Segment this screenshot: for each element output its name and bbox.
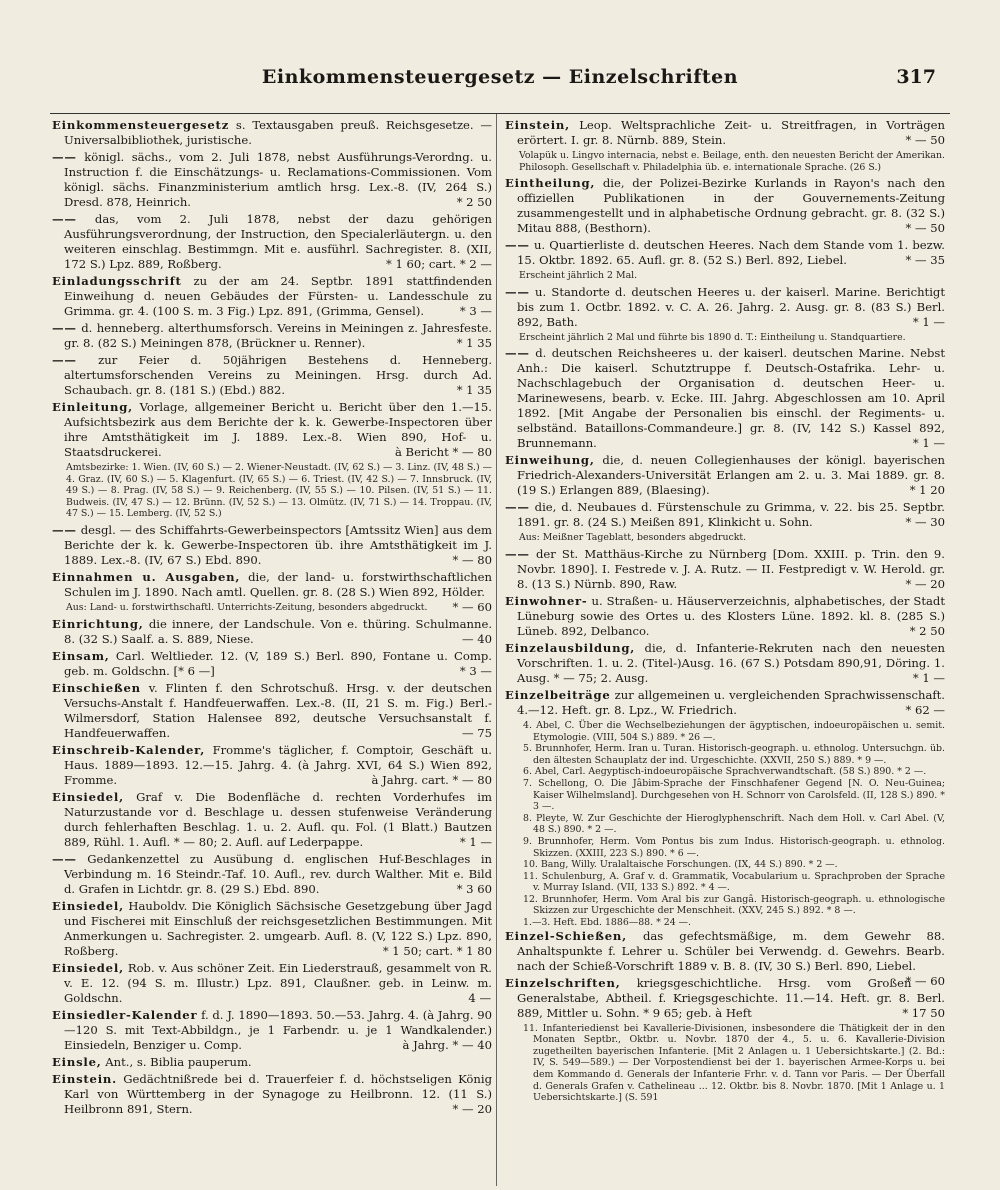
entry-price: * — 60 xyxy=(452,599,492,614)
entry-price: * — 30 xyxy=(905,515,945,530)
entry-text: zur Feier d. 50jährigen Bestehens d. Henneberg. altertumsforschenden Vereins zu Meiningen. Hrsg. durch Ad. Schaubach. gr. 8. (181 S.) (Ebd.) 882. xyxy=(64,353,492,397)
entry-price: * 3 60 xyxy=(456,881,492,896)
entry-headword: Einschreib-Kalender, xyxy=(52,742,206,757)
bibliography-entry xyxy=(52,1072,492,1117)
bibliography-entry xyxy=(52,118,492,148)
entry-text: Gedankenzettel zu Ausübung d. englischen Huf-Beschlages in Verbindung m. 16 Steindr.-Taf. 10. Aufl., rev. durch Walther. Mit e. Bild d. Grafen in Lichtdr. gr. 8. (29 S.) Ebd. 890. xyxy=(64,851,492,896)
right-column xyxy=(505,118,945,1188)
bibliography-entry xyxy=(505,973,945,1021)
entry-headword: —— xyxy=(505,546,530,561)
column-divider xyxy=(496,114,497,1186)
entry-text: v. Flinten f. den Schrotschuß. Hrsg. v. der deutschen Versuchs-Anstalt f. Handfeuerwaffen. Lex.-8. (II, 21 S. m. Fig.) Berl.-Wilmersdorf, Station Halensee 892, deutsche Versuchsanstalt f. Handfeuerwaffen. xyxy=(64,680,492,740)
running-title: Einkommensteuergesetz — Einzelschriften xyxy=(261,66,739,88)
entry-text: die, d. Neubaues d. Fürstenschule zu Grimma, v. 22. bis 25. Septbr. 1891. gr. 8. (24 S.) Meißen 891, Klinkicht u. Sohn. xyxy=(517,500,945,530)
bibliography-entry xyxy=(52,353,492,398)
bibliography-entry xyxy=(52,1055,492,1070)
entry-text: das, vom 2. Juli 1878, nebst der dazu gehörigen Ausführungsverordnung, der Instruction, den Specialerläutergn. u. den weiteren einschlag. Bestimmgn. Mit e. ausführl. Sachregister. 8. (XII, 172 S.) Lpz. 889, Roßberg. xyxy=(64,212,492,271)
entry-note: Aus: Meißner Tageblatt, besonders abgedruckt. xyxy=(519,532,747,544)
entry-text: d. deutschen Reichsheeres u. der kaiserl. deutschen Marine. Nebst Anh.: Die kaiserl. Schutztruppe f. Deutsch-Ostafrika. Lehr- u. Nachschlagebuch der Organisation d. deutschen Heer- u. Marinewesens, bearb. v. Ecke. III. Jahrg. Abgeschlossen am 10. April 1892. [Mit Angabe der Personalien bis einschl. der Regiments- u. selbständ. Bataillons-Commandeure.] gr. 8. (IV, 142 S.) Kassel 892, Brunnemann. xyxy=(517,346,945,451)
entry-headword: Einsiedler-Kalender xyxy=(52,1007,198,1022)
entry-text: d. henneberg. alterthumsforsch. Vereins in Meiningen z. Jahresfeste. gr. 8. (82 S.) Meiningen 878, (Brückner u. Renner). xyxy=(64,321,492,350)
entry-headword: Einsle, xyxy=(52,1054,102,1069)
entry-headword: —— xyxy=(52,321,77,335)
page-number: 317 xyxy=(896,66,936,88)
entry-text: desgl. — des Schiffahrts-Gewerbeinspectors [Amtssitz Wien] aus dem Berichte der k. k. Gewerbe-Inspectoren üb. ihre Amtsthätigkeit im J. 1889. Lex.-8. (IV, 67 S.) Ebd. 890. xyxy=(64,522,492,567)
bibliography-entry xyxy=(505,118,945,148)
sub-entry: 11. Schulenburg, A. Graf v. d. Grammatik, Vocabularium u. Sprachproben der Sprache v. Murray Island. (VII, 133 S.) 892. * 4 —. xyxy=(523,870,945,894)
entry-price: * 1 35 xyxy=(456,336,492,350)
entry-price: * 1 — xyxy=(912,436,945,451)
entry-text: kriegsgeschichtliche. Hrsg. vom Großen Generalstabe, Abtheil. f. Kriegsgeschichte. 11.—14. Heft. gr. 8. Berl. 889, Mittler u. Sohn. * 9 65; geb. à Heft xyxy=(517,975,945,1020)
entry-headword: Einzelausbildung, xyxy=(505,640,636,655)
entry-text: Leop. Weltsprachliche Zeit- u. Streitfragen, in Vorträgen erörtert. I. gr. 8. Nürnb. 889, Stein. xyxy=(517,118,945,147)
entry-text: Hauboldv. Die Königlich Sächsische Gesetzgebung über Jagd und Fischerei mit Einschluß der reichsgesetzlichen Bestimmungen. Mit Anmerkungen u. Sachregister. 2. umgearb. Aufl. 8. (V, 122 S.) Lpz. 890, Roßberg. xyxy=(64,898,492,958)
entry-text: die innere, der Landschule. Von e. thüring. Schulmanne. 8. (32 S.) Saalf. a. S. 889, Niese. xyxy=(64,616,492,646)
entry-headword: —— xyxy=(505,500,530,515)
entry-headword: Einwohner- xyxy=(505,593,588,608)
bibliography-entry xyxy=(52,852,492,897)
entry-text: s. Textausgaben preuß. Reichsgesetze. — Universalbibliothek, juristische. xyxy=(64,118,492,147)
sub-entry: 12. Brunnhofer, Herm. Vom Aral bis zur Gangâ. Historisch-geograph. u. ethnologische Skizzen zur Urgeschichte der Menschheit. (XXV, 245 S.) 892. * 8 —. xyxy=(523,893,945,917)
entry-price: * — 20 xyxy=(452,1101,492,1116)
entry-text: Vorlage, allgemeiner Bericht u. Bericht über den 1.—15. Aufsichtsbezirk aus dem Berichte der k. k. Gewerbe-Inspectoren über ihre Amtsthätigkeit im J. 1889. Lex.-8. Wien 890, Hof- u. Staatsdruckerei. xyxy=(64,400,492,459)
entry-headword: Einweihung, xyxy=(505,453,595,468)
entry-note: Aus: Land- u. forstwirthschaftl. Unterrichts-Zeitung, besonders abgedruckt. xyxy=(66,601,428,613)
bibliography-entry xyxy=(52,790,492,850)
entry-price: * — 35 xyxy=(905,253,945,268)
sub-entry: 11. Infanteriedienst bei Kavallerie-Divisionen, insbesondere die Thätigkeit der in den Monaten Septbr., Oktbr. u. Novbr. 1870 der 4., 5. u. 6. Kavallerie-Division zugetheilten bayerischen Infanterie. [Mit 2 Anlagen u. 1 Uebersichtskarte.] (2. Bd.: IV, S. 549—589.) — Der Vorpostendienst bei der 1. bayerischen Armee-Korps u. bei dem Kommando d. Generals der Infanterie Frhr. v. d. Tann vor Paris. — Der Überfall d. Generals Grafen v. Cathelineau ... 12. Oktbr. bis 8. Novbr. 1870. [Mit 1 Anlage u. 1 Uebersichtskarte.] (S. 591 xyxy=(523,1022,945,1104)
bibliography-entry xyxy=(52,523,492,568)
entry-text: Fromme's täglicher, f. Comptoir, Geschäft u. Haus. 1889—1893. 12.—15. Jahrg. 4. (à Jahrg. XVI, 64 S.) Wien 892, Fromme. xyxy=(64,742,492,787)
entry-price: 4 — xyxy=(468,990,492,1005)
entry-price: * 3 — xyxy=(459,663,492,678)
bibliography-entry xyxy=(52,400,492,460)
entry-price: * 62 — xyxy=(905,702,945,717)
entry-text: zu der am 24. Septbr. 1891 stattfindenden Einweihung d. neuen Gebäudes der Fürsten- u. Landesschule zu Grimma. gr. 4. (100 S. m. 3 Fig.) Lpz. 891, (Grimma, Gensel). xyxy=(64,274,492,318)
entry-price: * — 80 xyxy=(452,552,492,567)
entry-headword: Einschießen xyxy=(52,680,141,695)
bibliography-entry xyxy=(52,961,492,1006)
bibliography-entry xyxy=(52,649,492,679)
entry-price: * 1 — xyxy=(912,314,945,329)
entry-headword: Einladungsschrift xyxy=(52,274,182,288)
bibliography-entry xyxy=(505,346,945,451)
entry-text: u. Quartierliste d. deutschen Heeres. Nach dem Stande vom 1. bezw. 15. Oktbr. 1892. 65. Aufl. gr. 8. (52 S.) Berl. 892, Liebel. xyxy=(517,238,945,268)
bibliography-entry xyxy=(505,688,945,718)
entry-headword: Einsiedel, xyxy=(52,789,124,804)
entry-price: * 3 — xyxy=(459,304,492,318)
page-header xyxy=(0,66,1000,106)
entry-headword: Einstein. xyxy=(52,1071,117,1086)
entry-price: * 2 50 xyxy=(456,195,492,209)
entry-text: u. Standorte d. deutschen Heeres u. der kaiserl. Marine. Berichtigt bis zum 1. Octbr. 1892. v. C. A. 26. Jahrg. 2. Ausg. gr. 8. (83 S.) Berl. 892, Bath. xyxy=(517,284,945,329)
entry-price: * 1 60; cart. * 2 — xyxy=(385,257,492,271)
entry-headword: Einleitung, xyxy=(52,400,134,414)
entry-headword: —— xyxy=(505,238,530,253)
entry-text: die, der Polizei-Bezirke Kurlands in Rayon's nach den offiziellen Publikationen in der Gouvernements-Zeitung zusammengestellt und in alphabetische Ordnung gebracht. gr. 8. (32 S.) Mitau 888, (Besthorn). xyxy=(517,176,945,236)
entry-price: * 1 35 xyxy=(456,383,492,397)
header-rule xyxy=(50,113,950,114)
entry-price: * 1 50; cart. * 1 80 xyxy=(382,943,492,958)
entry-headword: Eintheilung, xyxy=(505,176,596,191)
entry-headword: Einzelschriften, xyxy=(505,975,621,990)
entry-price: * 1 — xyxy=(459,834,492,849)
entry-text: die, d. neuen Collegienhauses der königl. bayerischen Friedrich-Alexanders-Universität Erlangen am 2. u. 3. Mai 1889. gr. 8. (19 S.) Erlangen 889, (Blaesing). xyxy=(517,453,945,498)
bibliography-entry xyxy=(505,285,945,330)
entry-text: f. d. J. 1890—1893. 50.—53. Jahrg. 4. (à Jahrg. 90—120 S. mit Text-Abbildgn., je 1 Farbendr. u. je 1 Wandkalender.) Einsiedeln, Benziger u. Comp. xyxy=(64,1007,492,1052)
bibliography-entry xyxy=(505,176,945,236)
entry-price: * — 50 xyxy=(905,133,945,147)
bibliography-entry xyxy=(505,500,945,530)
sub-entry: 6. Abel, Carl. Aegyptisch-indoeuropäische Sprachverwandtschaft. (58 S.) 890. * 2 —. xyxy=(523,766,927,778)
entry-headword: Einkommensteuergesetz xyxy=(52,118,230,132)
entry-text: das gefechtsmäßige, m. dem Gewehr 88. Anhaltspunkte f. Lehrer u. Schüler bei Verwendg. d. Gewehrs. Bearb. nach der Schieß-Vorschrift 1889 v. B. 8. (IV, 30 S.) Berl. 890, Liebel. xyxy=(517,928,945,973)
entry-price: à Jahrg. cart. * — 80 xyxy=(371,772,492,787)
bibliography-entry xyxy=(52,212,492,272)
bibliography-entry xyxy=(52,150,492,210)
entry-text: Graf v. Die Bodenfläche d. rechten Vorderhufes im Naturzustande vor d. Beschlage u. dessen stufenweise Veränderung durch fehlerhaften Beschlag. 1. u. 2. Aufl. qu. Fol. (1 Blatt.) Bautzen 889, Rühl. 1. Aufl. * — 80; 2. Aufl. auf Lederpappe. xyxy=(64,789,492,849)
entry-price: * — 60 xyxy=(905,973,945,988)
entry-price: * — 20 xyxy=(905,576,945,591)
entry-note: Amtsbezirke: 1. Wien. (IV, 60 S.) — 2. Wiener-Neustadt. (IV, 62 S.) — 3. Linz. (IV, 48 S.) — 4. Graz. (IV, 60 S.) — 5. Klagenfurt. (IV, 65 S.) — 6. Triest. (IV, 42 S.) — 7. Innsbruck. (IV, 49 S.) — 8. Prag. (IV, 58 S.) — 9. Reichenberg. (IV, 55 S.) — 10. Pilsen. (IV, 51 S.) — 11. Budweis. (IV, 47 S.) — 12. Brünn. (IV, 52 S.) — 13. Olmütz. (IV, 71 S.) — 14. Troppau. (IV, 47 S.) — 15. Lemberg. (IV, 52 S.) xyxy=(66,462,492,520)
entry-price: — 75 xyxy=(461,725,492,740)
bibliography-entry xyxy=(52,1008,492,1053)
bibliography-entry xyxy=(505,238,945,268)
bibliography-entry xyxy=(52,321,492,351)
entry-headword: —— xyxy=(52,353,77,367)
entry-text: der St. Matthäus-Kirche zu Nürnberg [Dom. XXIII. p. Trin. den 9. Novbr. 1890]. I. Festrede v. J. A. Rutz. — II. Festpredigt v. W. Herold. gr. 8. (13 S.) Nürnb. 890, Raw. xyxy=(517,546,945,591)
entry-price: à Bericht * — 80 xyxy=(394,445,492,459)
bibliography-entry xyxy=(52,617,492,647)
sub-entry: 5. Brunnhofer, Herm. Iran u. Turan. Historisch-geograph. u. ethnolog. Untersuchgn. üb. den ältesten Schauplatz der ind. Urgeschichte. (XXVII, 250 S.) 889. * 9 —. xyxy=(523,743,945,766)
entry-headword: —— xyxy=(52,522,77,537)
entry-headword: —— xyxy=(52,150,77,164)
entry-text: königl. sächs., vom 2. Juli 1878, nebst Ausführungs-Verordng. u. Instruction f. die Einschätzungs- u. Reclamations-Commissionen. Vom königl. sächs. Finanzministerium amtlich hrsg. Lex.-8. (IV, 264 S.) Dresd. 878, Heinrich. xyxy=(64,150,492,209)
entry-price: * 17 50 xyxy=(902,1005,945,1020)
entry-price: * 2 50 xyxy=(909,623,945,638)
bibliography-entry xyxy=(505,594,945,639)
bibliography-entry xyxy=(505,641,945,686)
entry-note: Volapük u. Lingvo internacia, nebst e. Beilage, enth. den neuesten Bericht der Amerikan. Philosoph. Gesellschaft v. Philadelphia üb. e. internationale Sprache. (26 S.) xyxy=(519,150,945,173)
entry-text: Ant., s. Biblia pauperum. xyxy=(101,1054,252,1069)
sub-entry: 10. Bang, Willy. Uralaltaische Forschungen. (IX, 44 S.) 890. * 2 —. xyxy=(523,859,838,871)
sub-entry: 8. Pleyte, W. Zur Geschichte der Hieroglyphenschrift. Nach dem Holl. v. Carl Abel. (V, 48 S.) 890. * 2 —. xyxy=(523,812,945,836)
entry-headword: Einrichtung, xyxy=(52,616,144,631)
entry-price: — 40 xyxy=(461,631,492,646)
bibliography-entry xyxy=(52,743,492,788)
entry-headword: Einnahmen u. Ausgaben, xyxy=(52,569,241,584)
bibliography-entry xyxy=(52,681,492,741)
entry-price: * 1 20 xyxy=(909,483,945,498)
entry-text: die, d. Infanterie-Rekruten nach den neuesten Vorschriften. 1. u. 2. (Titel-)Ausg. 16. (67 S.) Potsdam 890,91, Döring. 1. Ausg. * — 75; 2. Ausg. xyxy=(517,640,945,685)
entry-text: die, der land- u. forstwirthschaftlichen Schulen im J. 1890. Nach amtl. Quellen. gr. 8. (28 S.) Wien 892, Hölder. xyxy=(64,569,492,599)
entry-price: * 1 — xyxy=(912,670,945,685)
bibliography-entry xyxy=(52,899,492,959)
entry-text: Carl. Weltlieder. 12. (V, 189 S.) Berl. 890, Fontane u. Comp. geb. m. Goldschn. [* 6 —] xyxy=(64,648,492,678)
bibliography-entry xyxy=(505,453,945,498)
entry-text: u. Straßen- u. Häuserverzeichnis, alphabetisches, der Stadt Lüneburg sowie des Ortes u. des Klosters Lüne. 1892. kl. 8. (285 S.) Lüneb. 892, Delbanco. xyxy=(517,593,945,638)
entry-headword: —— xyxy=(505,284,530,299)
entry-headword: Einsiedel, xyxy=(52,960,124,975)
entry-headword: —— xyxy=(52,851,77,866)
sub-entry: 4. Abel, C. Über die Wechselbeziehungen der ägyptischen, indoeuropäischen u. semit. Etymologie. (VIII, 504 S.) 889. * 26 —. xyxy=(523,719,945,743)
entry-headword: Einzel-Schießen, xyxy=(505,928,627,943)
entry-text: Gedächtnißrede bei d. Trauerfeier f. d. höchstseligen König Karl von Württemberg in der Synagoge zu Heilbronn. 12. (11 S.) Heilbronn 891, Stern. xyxy=(64,1071,492,1116)
entry-price: à Jahrg. * — 40 xyxy=(402,1037,492,1052)
entry-text: Rob. v. Aus schöner Zeit. Ein Liederstrauß, gesammelt von R. v. E. 12. (94 S. m. Illustr.) Lpz. 891, Claußner. geb. in Leinw. m. Goldschn. xyxy=(64,960,492,1005)
entry-price: * — 50 xyxy=(905,221,945,236)
entry-note: Erscheint jährlich 2 Mal und führte bis 1890 d. T.: Eintheilung u. Standquartiere. xyxy=(519,331,906,343)
entry-headword: —— xyxy=(52,212,77,226)
bibliography-entry xyxy=(505,547,945,592)
entry-headword: Einzelbeiträge xyxy=(505,687,611,702)
entry-headword: Einsam, xyxy=(52,648,110,663)
entry-headword: —— xyxy=(505,346,530,361)
bibliography-entry xyxy=(52,274,492,319)
sub-entry: 1.—3. Heft. Ebd. 1886—88. * 24 —. xyxy=(523,917,692,929)
entry-text: zur allgemeinen u. vergleichenden Sprachwissenschaft. 4.—12. Heft. gr. 8. Lpz., W. Friedrich. xyxy=(517,687,945,717)
sub-entry: 7. Schellong, O. Die Jâbim-Sprache der Finschhafener Gegend [N. O. Neu-Guinea; Kaiser Wilhelmsland]. Durchgesehen von H. Schnorr von Carolsfeld. (II, 128 S.) 890. * 3 —. xyxy=(523,777,945,813)
entry-headword: Einsiedel, xyxy=(52,898,124,913)
entry-note: Erscheint jährlich 2 Mal. xyxy=(519,270,638,282)
entry-headword: Einstein, xyxy=(505,118,570,132)
sub-entry: 9. Brunnhofer, Herm. Vom Pontus bis zum Indus. Historisch-geograph. u. ethnolog. Skizzen. (XXIII, 223 S.) 890. * 6 —. xyxy=(523,835,945,859)
left-column xyxy=(52,118,492,1188)
